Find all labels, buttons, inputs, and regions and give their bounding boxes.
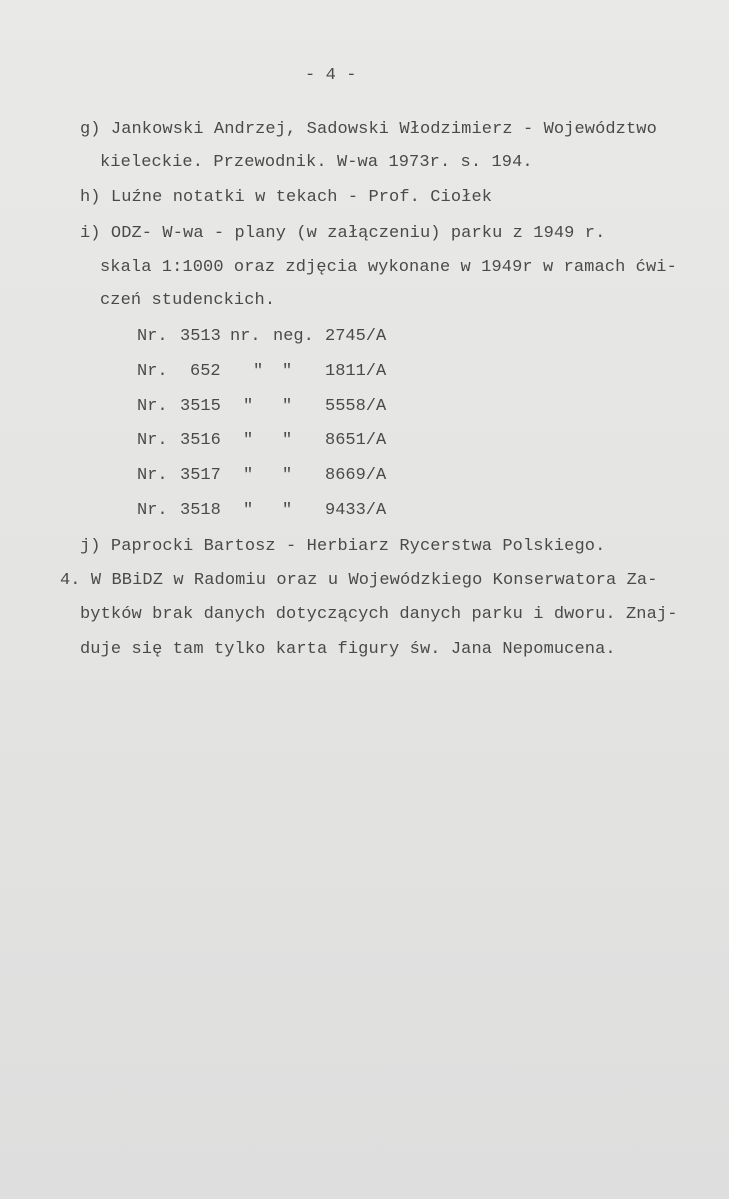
nr-label: Nr.: [137, 327, 168, 346]
text-line: bytków brak danych dotyczących danych parku i dworu. Znaj-: [80, 605, 678, 624]
text-line: kieleckie. Przewodnik. W-wa 1973r. s. 194.: [100, 153, 533, 172]
ditto-mark: ": [282, 466, 293, 485]
text-line: g) Jankowski Andrzej, Sadowski Włodzimierz - Województwo: [80, 120, 657, 139]
nr-label: Nr.: [137, 397, 168, 416]
text-line: i) ODZ- W-wa - plany (w załączeniu) parku z 1949 r.: [80, 224, 606, 243]
ditto-mark: ": [282, 431, 293, 450]
text-line: czeń studenckich.: [100, 291, 276, 310]
plan-number: 3516: [180, 431, 221, 450]
nr-label: Nr.: [137, 431, 168, 450]
text-line: duje się tam tylko karta figury św. Jana Nepomucena.: [80, 640, 616, 659]
text-line: h) Luźne notatki w tekach - Prof. Ciołek: [80, 188, 493, 207]
plan-number: 652: [190, 362, 221, 381]
negative-number: 8669/A: [325, 466, 387, 485]
page-number: - 4 -: [305, 66, 357, 85]
negative-number: 9433/A: [325, 501, 387, 520]
plan-number: 3513: [180, 327, 221, 346]
negative-number: 2745/A: [325, 327, 387, 346]
ditto-mark: ": [253, 362, 264, 381]
negative-number: 5558/A: [325, 397, 387, 416]
ditto-mark: ": [282, 501, 293, 520]
nr-abbrev: nr.: [230, 327, 261, 346]
text-line: j) Paprocki Bartosz - Herbiarz Rycerstwa Polskiego.: [80, 537, 606, 556]
nr-label: Nr.: [137, 466, 168, 485]
ditto-mark: ": [243, 397, 254, 416]
plan-number: 3517: [180, 466, 221, 485]
ditto-mark: ": [282, 397, 293, 416]
nr-label: Nr.: [137, 501, 168, 520]
ditto-mark: ": [243, 466, 254, 485]
text-line: skala 1:1000 oraz zdjęcia wykonane w 1949r w ramach ćwi-: [100, 258, 677, 277]
neg-abbrev: neg.: [273, 327, 314, 346]
ditto-mark: ": [243, 431, 254, 450]
ditto-mark: ": [243, 501, 254, 520]
text-line: 4. W BBiDZ w Radomiu oraz u Wojewódzkiego Konserwatora Za-: [60, 571, 658, 590]
negative-number: 1811/A: [325, 362, 387, 381]
plan-number: 3518: [180, 501, 221, 520]
negative-number: 8651/A: [325, 431, 387, 450]
plan-number: 3515: [180, 397, 221, 416]
ditto-mark: ": [282, 362, 293, 381]
nr-label: Nr.: [137, 362, 168, 381]
